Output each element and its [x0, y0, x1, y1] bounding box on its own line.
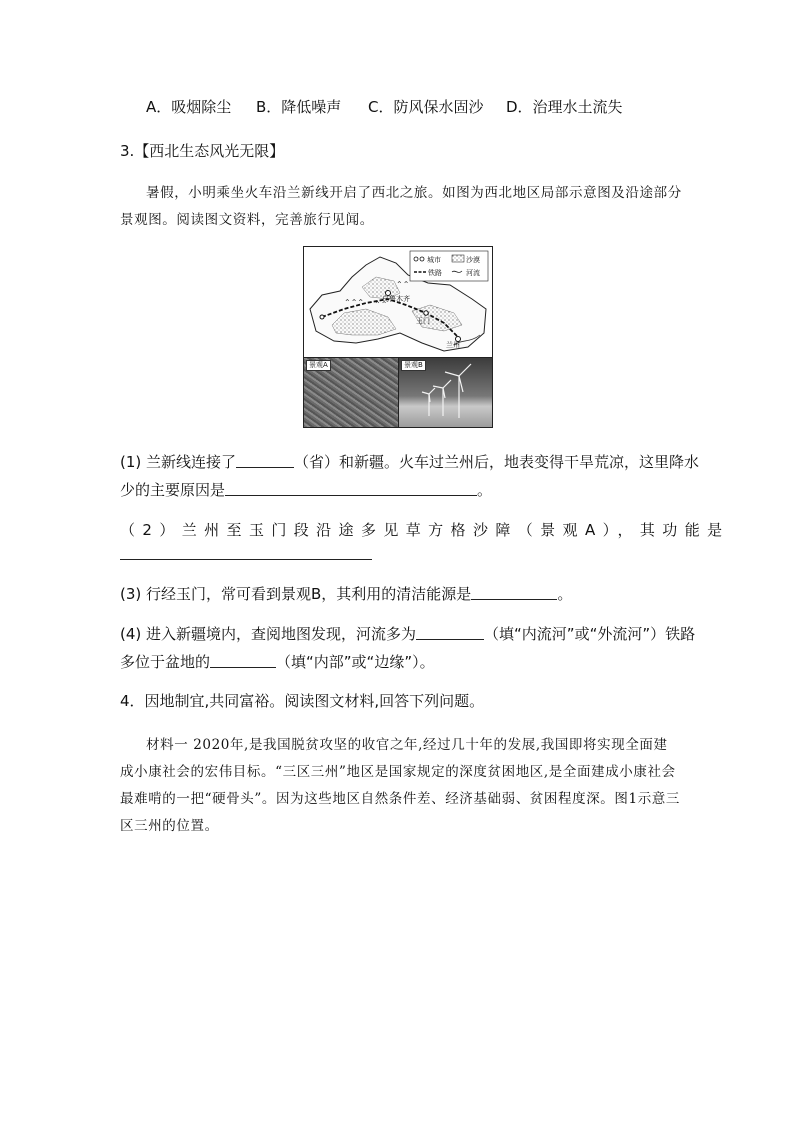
map-label-urumqi: 乌鲁木齐 — [382, 295, 410, 303]
q3-intro-line-1: 暑假，小明乘坐火车沿兰新线开启了西北之旅。如图为西北地区局部示意图及沿途部分 — [146, 185, 682, 201]
q3-sub3-line — [120, 583, 572, 604]
legend-city: 城市 — [427, 256, 441, 264]
svg-text:⌃⌃: ⌃⌃ — [374, 300, 388, 309]
q3-sub4-text-d: （填“内部”或“边缘”）。 — [276, 653, 435, 671]
northwest-figure — [303, 246, 493, 428]
q3-sub1-text-c: 少的主要原因是 — [120, 481, 226, 499]
q3-sub4-text-b: （填“内流河”或“外流河”）铁路 — [484, 625, 696, 643]
question-3-heading: 3.【西北生态风光无限】 — [120, 142, 285, 160]
map-label-lanzhou: 兰州 — [446, 341, 460, 349]
landscape-a-photo — [304, 358, 399, 427]
option-b: B．降低噪声 — [256, 98, 342, 116]
q3-sub4-line-2 — [120, 651, 435, 672]
q3-sub1-line-2 — [120, 479, 492, 500]
q3-sub1-text-a: (1) 兰新线连接了 — [120, 453, 237, 471]
answer-blank-function[interactable] — [120, 545, 372, 560]
q3-sub4-line-1 — [120, 623, 695, 644]
northwest-map — [304, 247, 492, 358]
q3-sub4-text-c: 多位于盆地的 — [120, 653, 211, 671]
q3-sub3-text-a: (3) 行经玉门，常可看到景观B，其利用的清洁能源是 — [120, 585, 472, 603]
legend-river: 河流 — [466, 269, 480, 277]
q4-material-line-4: 区三州的位置。 — [120, 818, 219, 834]
svg-text:⌃⌃⌃: ⌃⌃⌃ — [344, 298, 365, 307]
svg-text:⌃⌃: ⌃⌃ — [396, 280, 410, 289]
legend-rail: 铁路 — [428, 269, 442, 277]
option-c: C．防风保水固沙 — [368, 98, 484, 116]
question-4-heading: 4．因地制宜,共同富裕。阅读图文材料,回答下列问题。 — [120, 692, 485, 710]
q3-sub2-line-2 — [120, 544, 372, 563]
landscape-b-label: 景观B — [401, 360, 426, 371]
option-d: D．治理水土流失 — [506, 98, 623, 116]
q3-sub1-line-1 — [120, 451, 699, 472]
q3-sub1-text-b: （省）和新疆。火车过兰州后，地表变得干旱荒凉，这里降水 — [294, 453, 700, 471]
landscape-a-label: 景观A — [306, 360, 331, 371]
map-label-yumen: 玉门 — [416, 317, 430, 325]
map-graphic — [304, 247, 492, 357]
answer-blank-energy[interactable] — [471, 585, 557, 600]
q3-sub3-text-b: 。 — [557, 585, 573, 603]
answer-blank-province[interactable] — [236, 453, 294, 468]
answer-blank-river-type[interactable] — [416, 625, 484, 640]
q3-sub1-text-d: 。 — [477, 481, 493, 499]
landscape-b-photo — [399, 358, 492, 427]
q3-sub4-text-a: (4) 进入新疆境内，查阅地图发现，河流多为 — [120, 625, 417, 643]
answer-blank-reason[interactable] — [225, 481, 477, 496]
q4-material-line-2: 成小康社会的宏伟目标。“三区三州”地区是国家规定的深度贫困地区,是全面建成小康社会 — [120, 764, 676, 780]
legend-desert: 沙漠 — [466, 256, 480, 264]
q4-material-line-1: 材料一 2020年,是我国脱贫攻坚的收官之年,经过几十年的发展,我国即将实现全面建 — [146, 737, 668, 753]
q3-sub2-line-1: （2）兰州至玉门段沿途多见草方格沙障（景观A），其功能是 — [120, 521, 730, 539]
option-a: A．吸烟除尘 — [146, 98, 232, 116]
q3-intro-line-2: 景观图。阅读图文资料，完善旅行见闻。 — [120, 212, 374, 228]
answer-blank-location[interactable] — [210, 653, 276, 668]
q4-material-line-3: 最难啃的一把“硬骨头”。因为这些地区自然条件差、经济基础弱、贫困程度深。图1示意三 — [120, 791, 680, 807]
